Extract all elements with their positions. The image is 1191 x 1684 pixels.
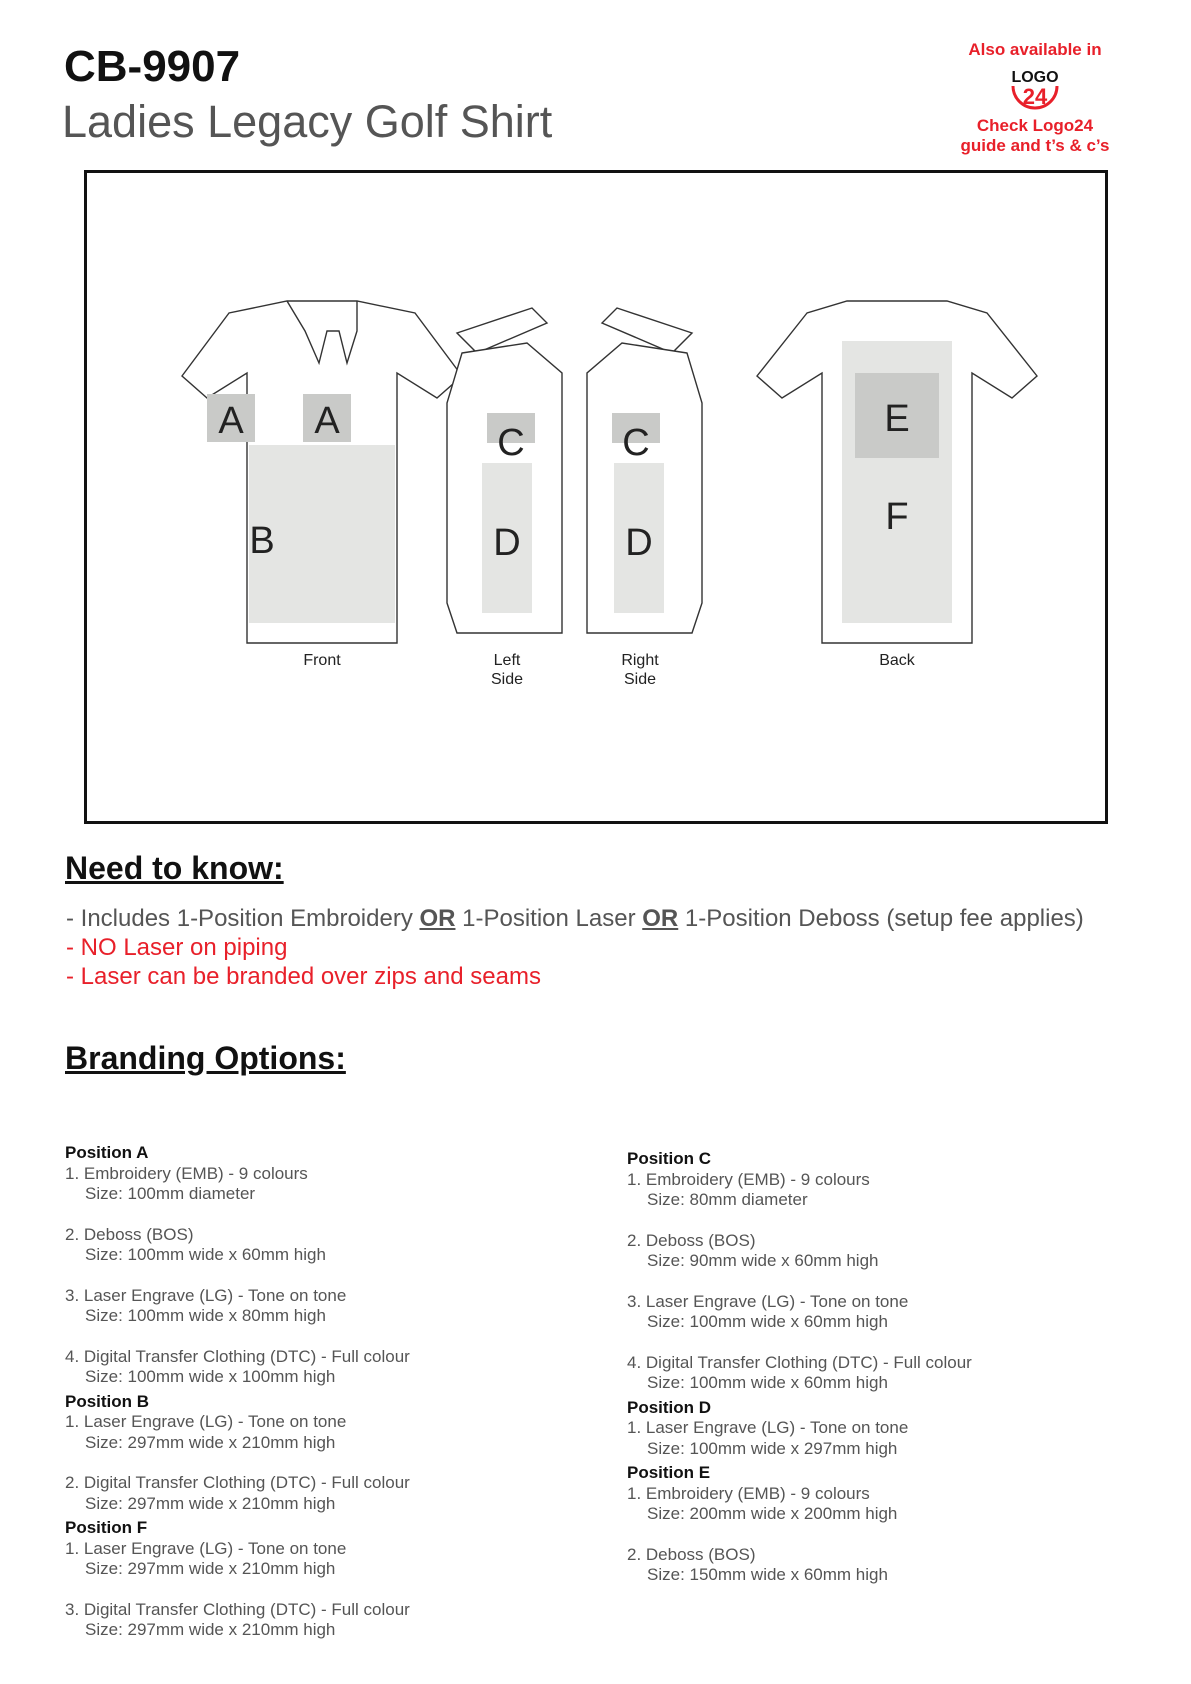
logo24-word: LOGO (1011, 69, 1059, 86)
garment-diagram (84, 170, 1108, 824)
option-size: Size: 200mm wide x 200mm high (647, 1504, 898, 1523)
option-name: 1. Embroidery (EMB) - 9 colours (627, 1483, 870, 1503)
product-code: CB-9907 (64, 42, 241, 91)
option-size: Size: 297mm wide x 210mm high (85, 1493, 336, 1513)
branding-right-column (627, 1149, 1147, 1586)
need-to-know-heading: Need to know: (65, 850, 284, 886)
product-title: Ladies Legacy Golf Shirt (62, 96, 553, 147)
option-gap (65, 1205, 585, 1225)
logo24-notice (950, 40, 1120, 156)
need-to-know-line-3: - Laser can be branded over zips and seams (66, 963, 541, 990)
note-part-1: - Includes 1-Position Embroidery (66, 905, 420, 932)
option-name: 2. Deboss (BOS) (65, 1224, 194, 1244)
option-name: 4. Digital Transfer Clothing (DTC) - Full colour (627, 1352, 972, 1372)
view-label-left-1: Left (493, 652, 521, 669)
option-name: 3. Digital Transfer Clothing (DTC) - Full colour (65, 1599, 410, 1619)
option-size: Size: 100mm wide x 80mm high (85, 1306, 326, 1325)
branding-left-column (65, 1143, 585, 1641)
option-size: Size: 90mm wide x 60mm high (647, 1251, 879, 1270)
back-view-shirt (757, 301, 1037, 643)
option-name: 1. Embroidery (EMB) - 9 colours (65, 1163, 308, 1183)
option-name: 4. Digital Transfer Clothing (DTC) - Full colour (65, 1346, 410, 1366)
position-heading: Position C (627, 1149, 712, 1168)
zone-d-right-label: D (625, 522, 653, 564)
note-or-2: OR (642, 905, 679, 932)
option-name: 1. Embroidery (EMB) - 9 colours (627, 1169, 870, 1189)
option-name: 3. Laser Engrave (LG) - Tone on tone (627, 1291, 909, 1311)
zone-f-label: F (885, 496, 909, 538)
position-heading: Position F (65, 1518, 148, 1537)
option-size: Size: 100mm wide x 60mm high (647, 1312, 888, 1331)
zone-e-label: E (884, 398, 910, 440)
option-gap (627, 1211, 1147, 1231)
right-side-view-shirt (587, 308, 702, 633)
need-to-know-line-1 (66, 905, 1084, 933)
option-size: Size: 150mm wide x 60mm high (647, 1565, 888, 1584)
option-gap (65, 1266, 585, 1286)
option-name: 2. Deboss (BOS) (627, 1544, 756, 1564)
logo24-number: 24 (1022, 84, 1048, 109)
option-size: Size: 100mm diameter (85, 1184, 256, 1203)
need-to-know-line-2: - NO Laser on piping (66, 934, 288, 961)
position-heading: Position B (65, 1391, 150, 1411)
zone-c-right-label: C (622, 422, 650, 464)
option-size: Size: 100mm wide x 100mm high (85, 1367, 336, 1386)
option-size: Size: 297mm wide x 210mm high (85, 1432, 336, 1452)
note-part-3: 1-Position Deboss (setup fee applies) (678, 905, 1084, 932)
option-size: Size: 100mm wide x 60mm high (647, 1373, 888, 1392)
option-gap (627, 1272, 1147, 1292)
option-name: 2. Deboss (BOS) (627, 1230, 756, 1250)
zone-a-right-label: A (314, 400, 340, 442)
front-view-shirt (182, 301, 462, 643)
option-size: Size: 80mm diameter (647, 1190, 808, 1209)
view-label-right-2: Side (623, 671, 657, 688)
view-label-back: Back (879, 652, 915, 669)
logo24-badge-icon (1005, 64, 1065, 114)
position-heading: Position A (65, 1143, 149, 1162)
zone-b-label: B (249, 520, 275, 562)
position-heading: Position D (627, 1397, 712, 1417)
option-size: Size: 297mm wide x 210mm high (85, 1559, 336, 1578)
option-name: 2. Digital Transfer Clothing (DTC) - Full colour (65, 1473, 410, 1492)
option-name: 1. Laser Engrave (LG) - Tone on tone (65, 1538, 347, 1558)
note-part-2: 1-Position Laser (455, 905, 643, 932)
option-name: 1. Laser Engrave (LG) - Tone on tone (65, 1412, 347, 1431)
view-label-right-1: Right (621, 652, 659, 669)
option-size: Size: 100mm wide x 297mm high (647, 1438, 898, 1458)
zone-a-left-label: A (218, 400, 244, 442)
option-size: Size: 100mm wide x 60mm high (85, 1245, 326, 1264)
logo24-bottom-line2: guide and t’s & c’s (960, 136, 1110, 155)
option-name: 1. Laser Engrave (LG) - Tone on tone (627, 1418, 909, 1437)
logo24-top-text: Also available in (968, 40, 1102, 59)
option-gap (627, 1333, 1147, 1353)
note-or-1: OR (419, 905, 456, 932)
branding-options-heading: Branding Options: (65, 1040, 346, 1076)
option-size: Size: 297mm wide x 210mm high (85, 1620, 336, 1639)
view-label-front: Front (303, 652, 341, 669)
zone-c-left-label: C (497, 422, 525, 464)
left-side-view-shirt (447, 308, 562, 633)
option-gap (627, 1525, 1147, 1545)
option-gap (65, 1327, 585, 1347)
option-gap (65, 1580, 585, 1600)
view-label-left-2: Side (490, 671, 524, 688)
garment-drawing (87, 173, 1105, 821)
option-name: 3. Laser Engrave (LG) - Tone on tone (65, 1285, 347, 1305)
logo24-bottom-line1: Check Logo24 (976, 116, 1094, 135)
position-heading: Position E (627, 1463, 711, 1482)
option-gap (65, 1453, 585, 1473)
zone-d-left-label: D (493, 522, 521, 564)
